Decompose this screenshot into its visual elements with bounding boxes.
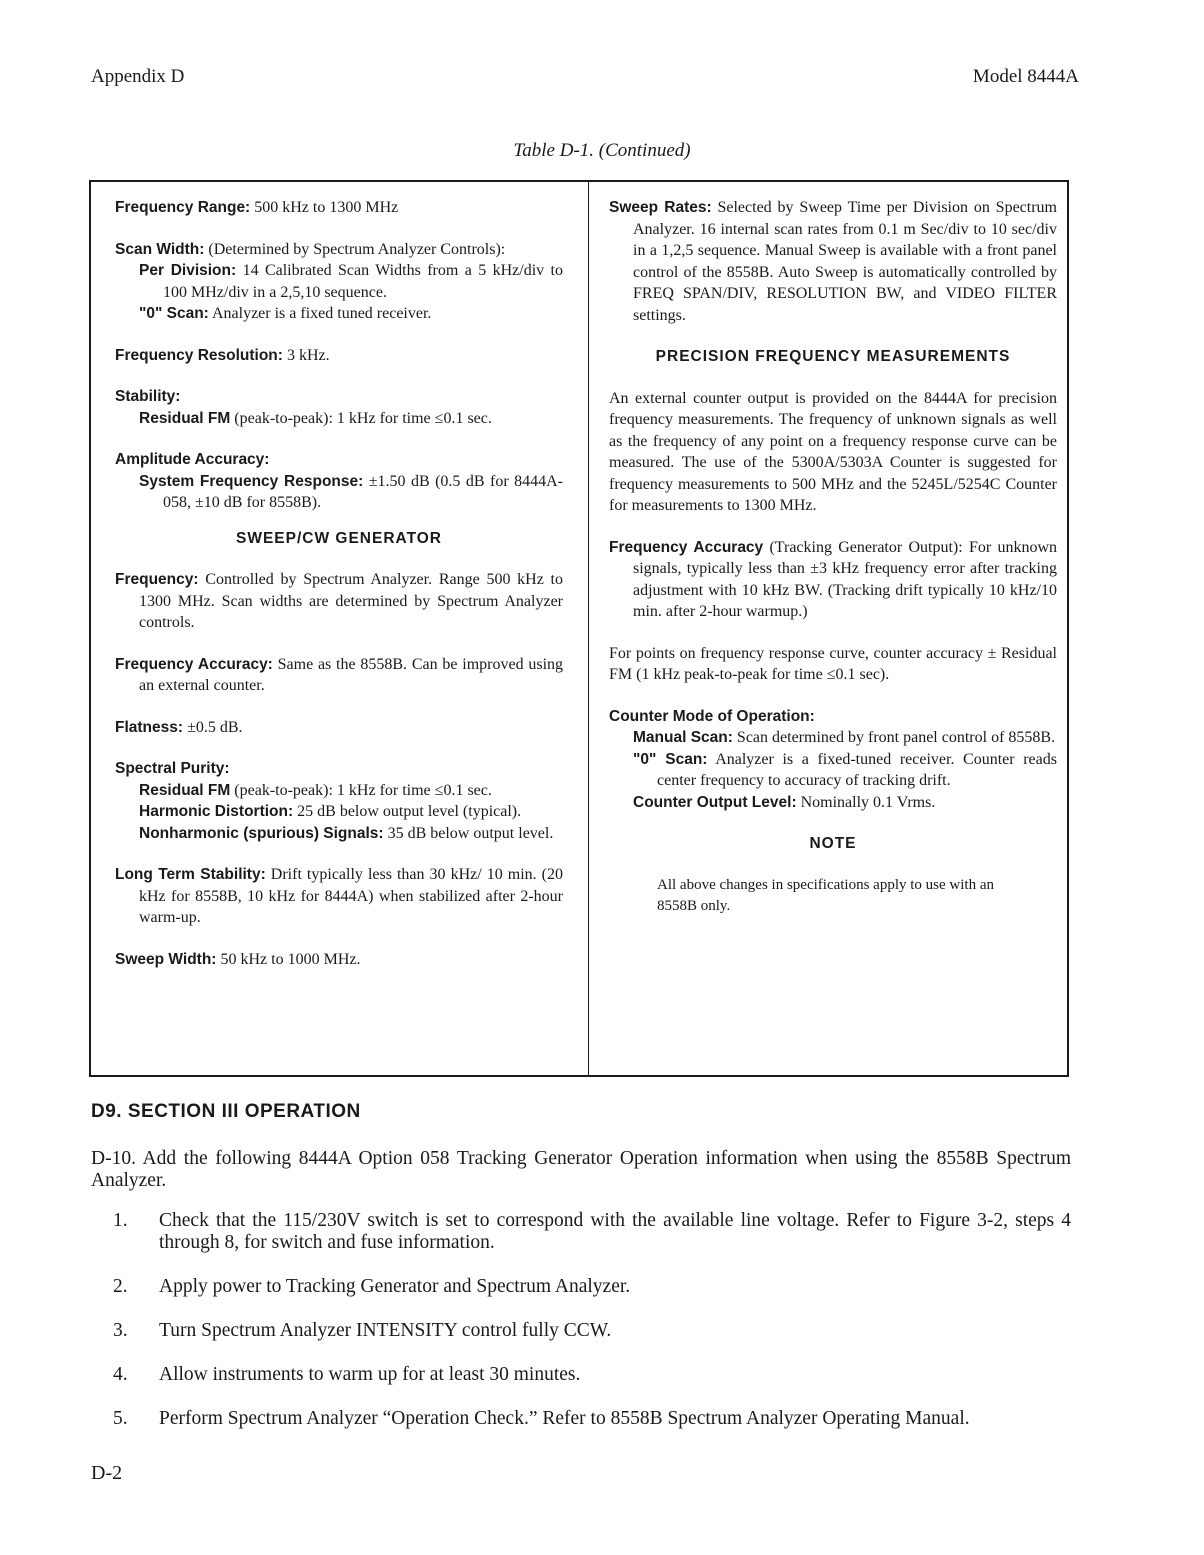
- spec-spectral-purity: Spectral Purity:: [115, 760, 230, 777]
- step-item: 3. Turn Spectrum Analyzer INTENSITY control fully CCW.: [113, 1320, 612, 1341]
- spec-spectral-residual-fm: Residual FM (peak-to-peak): 1 kHz for time ≤0.1 sec.: [139, 781, 492, 799]
- spec-frequency-resolution: Frequency Resolution: 3 kHz.: [115, 346, 330, 364]
- spec-counter-mode: Counter Mode of Operation:: [609, 707, 815, 725]
- sweep-cw-generator-heading: SWEEP/CW GENERATOR: [235, 529, 443, 547]
- spec-harmonic-distortion: Harmonic Distortion: 25 dB below output level (typical).: [139, 803, 522, 820]
- spec-scan-width: Scan Width: (Determined by Spectrum Analyzer Controls):: [115, 240, 506, 258]
- spec-nonharmonic-signals: Nonharmonic (spurious) Signals: 35 dB below output level.: [139, 824, 554, 842]
- spec-generator-frequency-accuracy: Frequency Accuracy: Same as the 8558B. Can be improved using an external counter.: [115, 655, 564, 694]
- spec-sweep-width: Sweep Width: 50 kHz to 1000 MHz.: [115, 950, 361, 968]
- section-heading: D9. SECTION III OPERATION: [91, 1101, 361, 1122]
- step-item: 2. Apply power to Tracking Generator and Spectrum Analyzer.: [113, 1276, 631, 1297]
- spec-stability-residual-fm: Residual FM (peak-to-peak): 1 kHz for time ≤0.1 sec.: [139, 409, 492, 427]
- spec-amplitude-accuracy: Amplitude Accuracy:: [115, 451, 270, 468]
- column-divider: [588, 182, 589, 1075]
- operation-steps: [91, 1210, 1071, 1452]
- spec-long-term-stability: Long Term Stability: Drift typically less than 30 kHz/ 10 min. (20 kHz for 8558B, 10 kHz for 8444A) when stabilized after 2-hour warm-up.: [115, 866, 563, 926]
- step-item: 4. Allow instruments to warm up for at least 30 minutes.: [113, 1364, 581, 1385]
- precision-measurements-text: An external counter output is provided on the 8444A for precision frequency measurements. The frequency of unknown signals as well as the frequency of any point on a frequency response curve can be measured. The use of the 5300A/5303A Counter is suggested for frequency measurements to 500 MHz and the 5245L/5254C Counter for measurements to 1300 MHz.: [609, 389, 1057, 514]
- spec-table: [89, 180, 1069, 1077]
- page-number: D-2: [91, 1462, 123, 1484]
- note-heading: NOTE: [809, 835, 857, 852]
- spec-sweep-rates: Sweep Rates: Selected by Sweep Time per Division on Spectrum Analyzer. 16 internal scan rates from 0.1 m Sec/div to 10 sec/div in a 1,2,5 sequence. Manual Sweep is available with a front panel control of the 8558B. Auto Sweep is automatically controlled by FREQ SPAN/DIV, RESOLUTION BW, and VIDEO FILTER settings.: [609, 199, 1057, 324]
- spec-right-column: [609, 197, 1057, 918]
- spec-tracking-frequency-accuracy: Frequency Accuracy (Tracking Generator Output): For unknown signals, typically less than ±3 kHz frequency error after tracking adjustment with 10 kHz BW. (Tracking drift typically 10 kHz/10 min. after 2-hour warmup.): [609, 538, 1057, 620]
- spec-per-division: Per Division: 14 Calibrated Scan Widths from a 5 kHz/div to 100 MHz/div in a 2,5,10 sequence.: [139, 262, 564, 301]
- counter-accuracy-text: For points on frequency response curve, counter accuracy ± Residual FM (1 kHz peak-to-peak for time ≤0.1 sec).: [609, 644, 1057, 683]
- spec-counter-output-level: Counter Output Level: Nominally 0.1 Vrms.: [633, 793, 936, 811]
- spec-flatness: Flatness: ±0.5 dB.: [115, 718, 243, 736]
- spec-left-column: [115, 197, 563, 970]
- step-item: 5. Perform Spectrum Analyzer “Operation Check.” Refer to 8558B Spectrum Analyzer Operating Manual.: [113, 1408, 970, 1429]
- spec-manual-scan: Manual Scan: Scan determined by front panel control of 8558B.: [633, 729, 1056, 746]
- spec-stability: Stability:: [115, 388, 181, 405]
- spec-frequency-range: Frequency Range: 500 kHz to 1300 MHz: [115, 199, 399, 216]
- section-intro: D-10. Add the following 8444A Option 058 Tracking Generator Operation information when using the 8558B Spectrum Analyzer.: [91, 1148, 1071, 1191]
- spec-system-frequency-response: System Frequency Response: ±1.50 dB (0.5 dB for 8444A-058, ±10 dB for 8558B).: [139, 472, 563, 511]
- table-title: Table D-1. (Continued): [513, 140, 691, 161]
- spec-generator-frequency: Frequency: Controlled by Spectrum Analyzer. Range 500 kHz to 1300 MHz. Scan widths are determined by Spectrum Analyzer controls.: [115, 571, 563, 631]
- spec-zero-scan: "0" Scan: Analyzer is a fixed tuned receiver.: [139, 305, 432, 322]
- precision-measurements-heading: PRECISION FREQUENCY MEASUREMENTS: [655, 348, 1011, 365]
- note-text: All above changes in specifications apply to use with an 8558B only.: [657, 876, 994, 914]
- header-section-label: Appendix D: [91, 66, 185, 87]
- spec-counter-zero-scan: "0" Scan: Analyzer is a fixed-tuned receiver. Counter reads center frequency to accuracy of tracking drift.: [633, 750, 1057, 789]
- step-item: 1. Check that the 115/230V switch is set to correspond with the available line voltage. Refer to Figure 3-2, steps 4 through 8, for switch and fuse information.: [113, 1210, 1071, 1253]
- header-model-label: Model 8444A: [972, 66, 1079, 87]
